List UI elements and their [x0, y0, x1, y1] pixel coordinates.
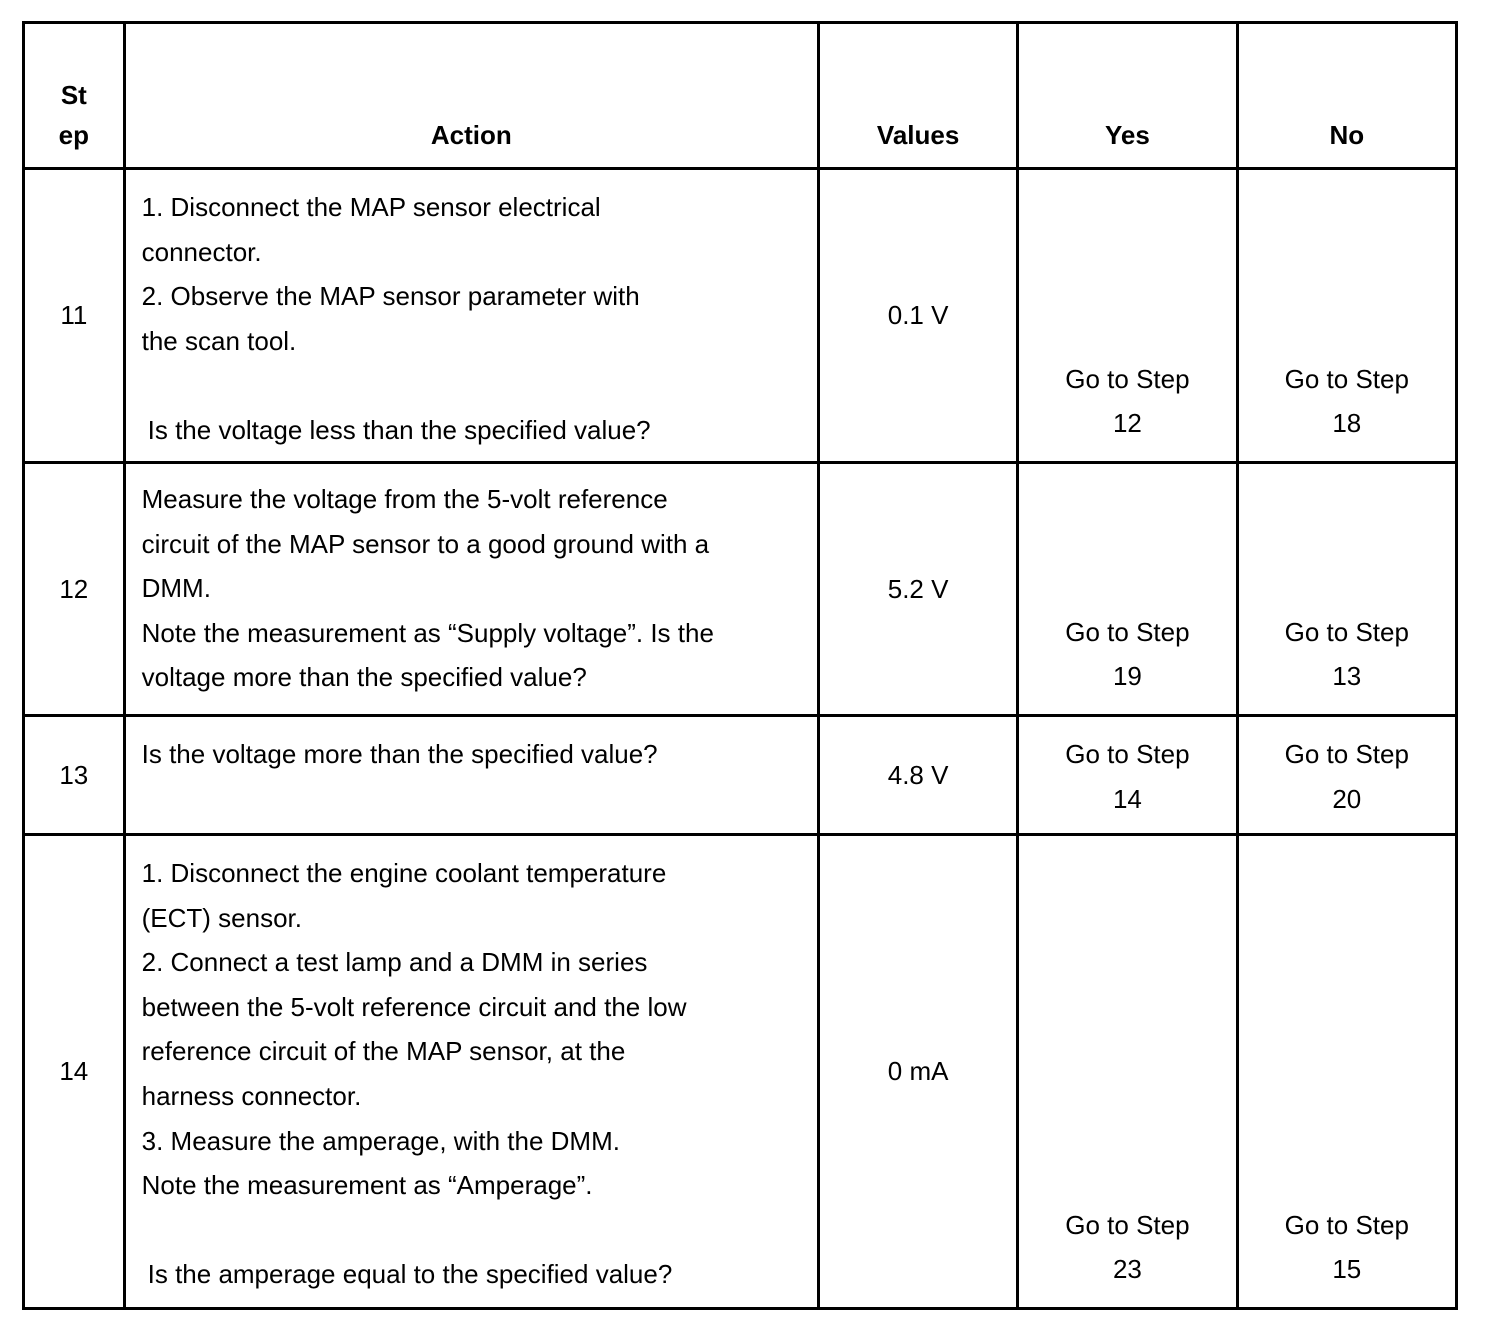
header-row: [24, 23, 1457, 169]
action-cell: [124, 835, 818, 1309]
yes-step: 14: [1112, 783, 1142, 814]
table-row: [24, 835, 1457, 1309]
action-line: (ECT) sensor.: [141, 902, 302, 933]
header-no: No: [1237, 23, 1456, 169]
action-line: the scan tool.: [141, 325, 297, 356]
no-step: 20: [1332, 783, 1362, 814]
action-cell: [124, 169, 818, 463]
header-yes: Yes: [1018, 23, 1237, 169]
header-step: [24, 23, 125, 169]
no-cell: [1237, 463, 1456, 716]
no-label: Go to Step: [1284, 739, 1409, 769]
no-cell: [1237, 835, 1456, 1309]
header-action: Action: [124, 23, 818, 169]
yes-label: Go to Step: [1065, 616, 1190, 647]
yes-cell: [1018, 835, 1237, 1309]
no-step: 13: [1332, 661, 1362, 692]
blank-line: [142, 1208, 807, 1253]
action-line: connector.: [141, 236, 262, 267]
action-line: Is the voltage more than the specified value?: [141, 739, 658, 769]
yes-cell: [1018, 716, 1237, 835]
no-cell: [1237, 169, 1456, 463]
table-row: [24, 716, 1457, 835]
action-cell: [124, 716, 818, 835]
action-line: reference circuit of the MAP sensor, at the: [141, 1036, 626, 1067]
yes-cell: [1018, 463, 1237, 716]
action-line: harness connector.: [141, 1080, 362, 1111]
action-line: DMM.: [141, 573, 211, 604]
action-line: Note the measurement as “Amperage”.: [141, 1170, 593, 1201]
yes-label: Go to Step: [1065, 363, 1190, 394]
blank-line: [142, 363, 807, 408]
no-label: Go to Step: [1284, 616, 1409, 647]
header-values: Values: [818, 23, 1017, 169]
table-row: [24, 169, 1457, 463]
value-cell: 0.1 V: [818, 169, 1017, 463]
table-row: [24, 463, 1457, 716]
action-line: 2. Connect a test lamp and a DMM in series: [141, 947, 648, 978]
no-step: 18: [1332, 408, 1362, 439]
action-line: Note the measurement as “Supply voltage”. Is the: [141, 617, 714, 648]
step-number: 11: [24, 169, 125, 463]
value-cell: 5.2 V: [818, 463, 1017, 716]
yes-step: 23: [1112, 1254, 1142, 1285]
action-line: 2. Observe the MAP sensor parameter with: [141, 281, 640, 312]
no-cell: [1237, 716, 1456, 835]
yes-label: Go to Step: [1065, 1209, 1190, 1240]
action-question: Is the amperage equal to the specified value?: [147, 1259, 673, 1290]
action-line: circuit of the MAP sensor to a good ground with a: [141, 528, 710, 559]
yes-step: 19: [1112, 661, 1142, 692]
step-number: 14: [24, 835, 125, 1309]
action-question: Is the voltage less than the specified value?: [147, 414, 651, 445]
value-cell: 4.8 V: [818, 716, 1017, 835]
action-cell: [124, 463, 818, 716]
action-line: voltage more than the specified value?: [141, 662, 587, 693]
no-label: Go to Step: [1284, 1209, 1409, 1240]
step-number: 13: [24, 716, 125, 835]
no-label: Go to Step: [1284, 363, 1409, 394]
yes-label: Go to Step: [1065, 739, 1190, 769]
no-step: 15: [1332, 1254, 1362, 1285]
action-line: 3. Measure the amperage, with the DMM.: [141, 1125, 620, 1156]
action-line: Measure the voltage from the 5-volt reference: [141, 484, 668, 514]
step-number: 12: [24, 463, 125, 716]
diagnostic-table: [22, 21, 1458, 1310]
yes-step: 12: [1112, 408, 1142, 439]
action-line: 1. Disconnect the MAP sensor electrical: [141, 192, 601, 222]
value-cell: 0 mA: [818, 835, 1017, 1309]
header-step-line2: ep: [58, 120, 89, 150]
yes-cell: [1018, 169, 1237, 463]
header-step-line1: St: [60, 80, 87, 110]
action-line: between the 5-volt reference circuit and the low: [141, 991, 687, 1022]
action-line: 1. Disconnect the engine coolant temperature: [141, 858, 667, 888]
